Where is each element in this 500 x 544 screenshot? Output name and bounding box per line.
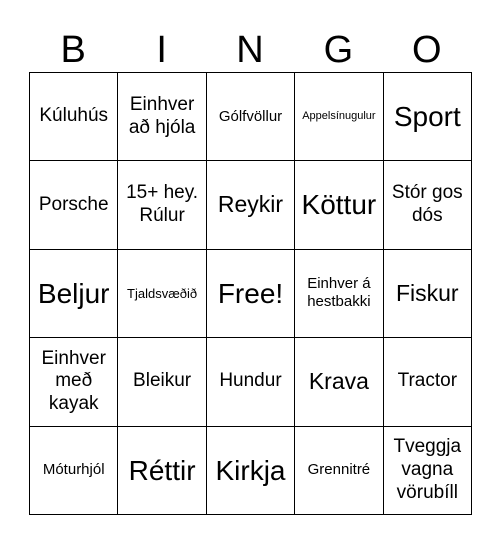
bingo-grid xyxy=(29,72,472,515)
header-letter-o: O xyxy=(412,29,442,71)
bingo-cell[interactable]: Réttir xyxy=(118,427,206,515)
bingo-cell[interactable]: Sport xyxy=(384,73,472,161)
bingo-cell[interactable]: Kúluhús xyxy=(30,73,118,161)
bingo-cell[interactable]: Tractor xyxy=(384,338,472,426)
bingo-cell[interactable]: Köttur xyxy=(295,161,383,249)
bingo-cell[interactable]: 15+ hey. Rúlur xyxy=(118,161,206,249)
bingo-cell[interactable]: Stór gos dós xyxy=(384,161,472,249)
bingo-cell[interactable]: Appelsínugulur xyxy=(295,73,383,161)
header-letter-g: G xyxy=(323,29,354,71)
bingo-cell[interactable]: Beljur xyxy=(30,250,118,338)
bingo-header xyxy=(29,28,471,72)
bingo-cell[interactable]: Einhver á hestbakki xyxy=(295,250,383,338)
bingo-cell[interactable]: Hundur xyxy=(207,338,295,426)
header-letter-i: I xyxy=(156,29,167,71)
bingo-cell[interactable]: Móturhjól xyxy=(30,427,118,515)
bingo-cell[interactable]: Reykir xyxy=(207,161,295,249)
bingo-cell[interactable]: Porsche xyxy=(30,161,118,249)
bingo-cell[interactable]: Einhver að hjóla xyxy=(118,73,206,161)
bingo-cell[interactable]: Fiskur xyxy=(384,250,472,338)
header-letter-b: B xyxy=(60,29,86,71)
bingo-cell[interactable]: Bleikur xyxy=(118,338,206,426)
bingo-cell[interactable]: Gólfvöllur xyxy=(207,73,295,161)
bingo-cell[interactable]: Tjaldsvæðið xyxy=(118,250,206,338)
header-letter-n: N xyxy=(236,29,264,71)
bingo-cell[interactable]: Kirkja xyxy=(207,427,295,515)
bingo-cell[interactable]: Tveggja vagna vörubíll xyxy=(384,427,472,515)
bingo-cell[interactable]: Einhver með kayak xyxy=(30,338,118,426)
bingo-cell-free[interactable]: Free! xyxy=(207,250,295,338)
bingo-cell[interactable]: Krava xyxy=(295,338,383,426)
bingo-cell[interactable]: Grennitré xyxy=(295,427,383,515)
